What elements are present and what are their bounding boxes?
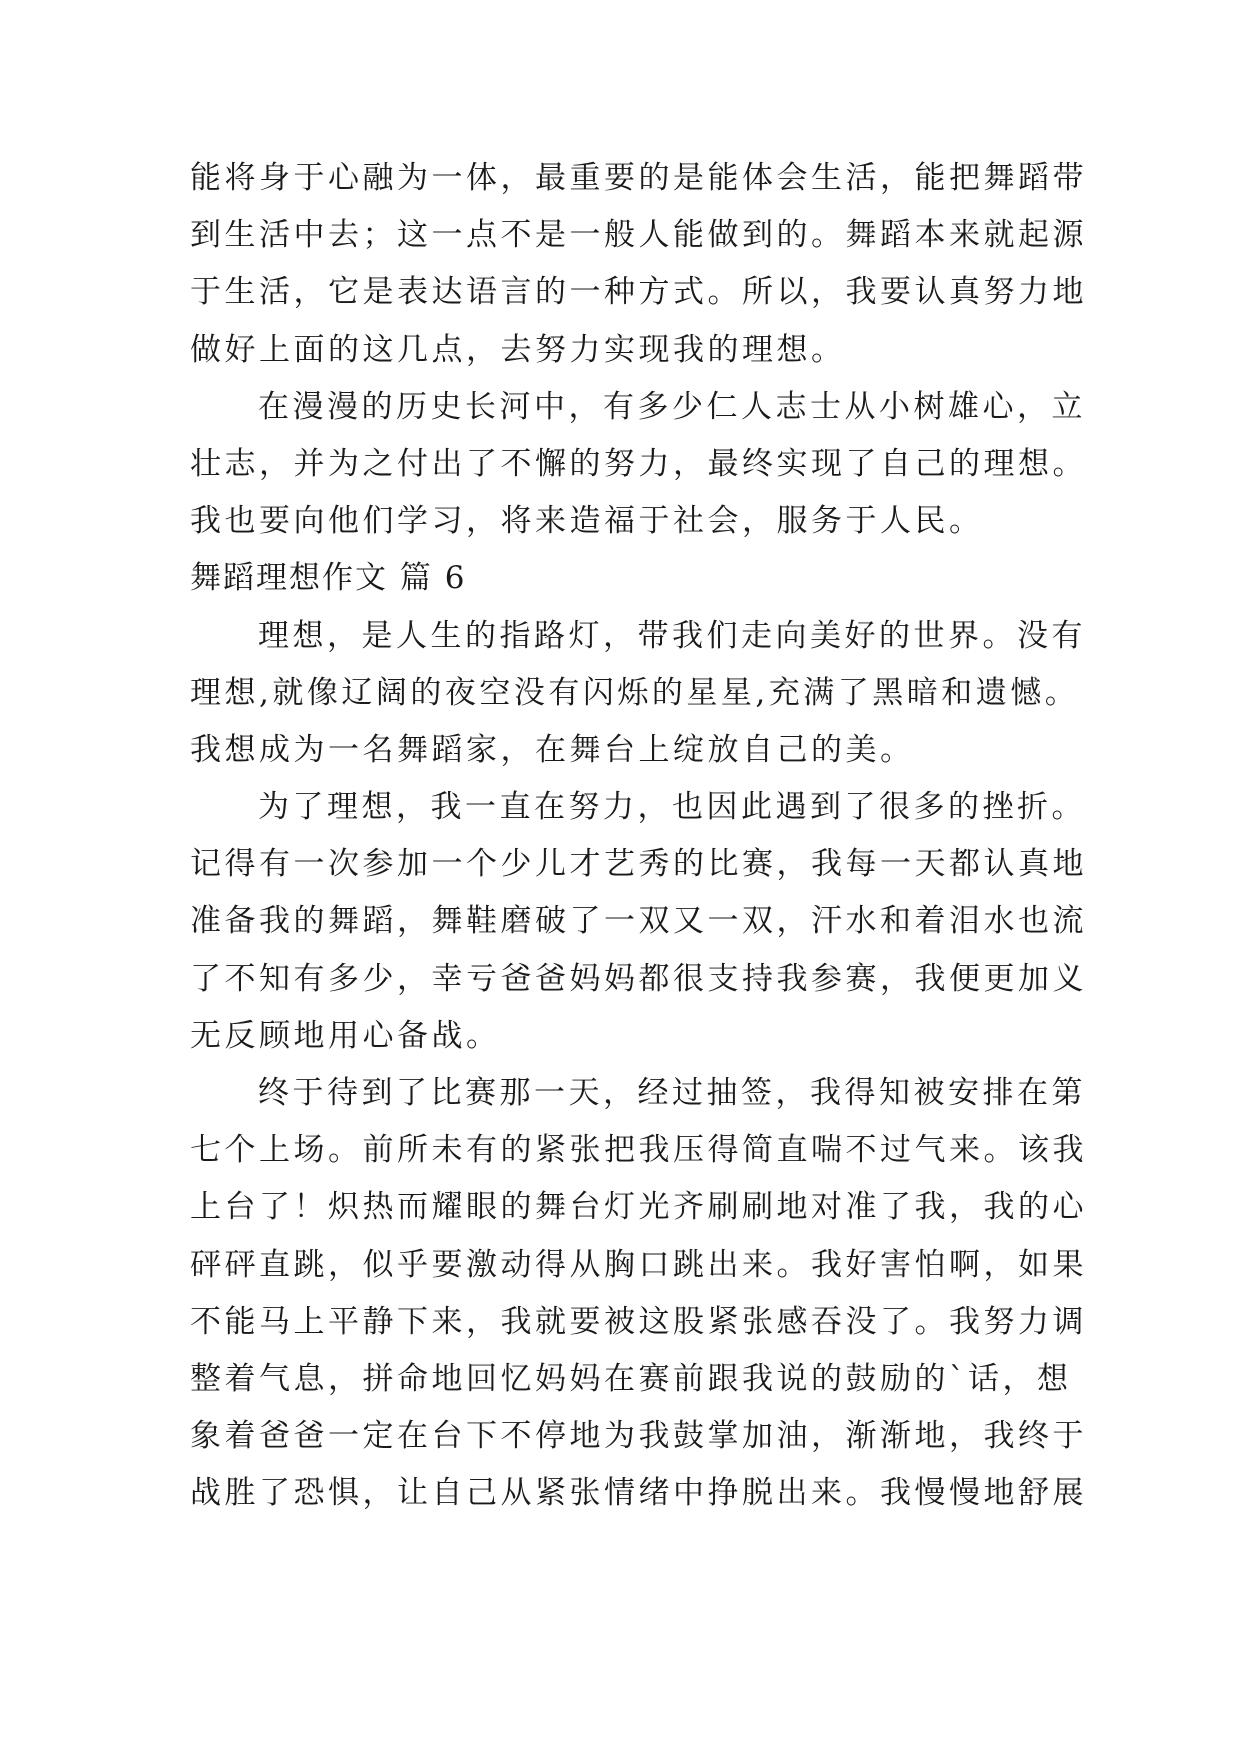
text-line: 战胜了恐惧，让自己从紧张情绪中挣脱出来。我慢慢地舒展 — [190, 1475, 1087, 1512]
text-line: 做好上面的这几点，去努力实现我的理想。 — [190, 331, 846, 368]
section-heading: 舞蹈理想作文 篇 6 — [190, 560, 467, 597]
text-line: 于生活，它是表达语言的一种方式。所以，我要认真努力地 — [190, 274, 1087, 311]
text-line: 砰砰直跳，似乎要激动得从胸口跳出来。我好害怕啊，如果 — [190, 1246, 1087, 1283]
text-line: 上台了！炽热而耀眼的舞台灯光齐刷刷地对准了我，我的心 — [190, 1189, 1087, 1226]
text-line: 壮志，并为之付出了不懈的努力，最终实现了自己的理想。 — [190, 445, 1087, 482]
text-line: 整着气息，拼命地回忆妈妈在赛前跟我说的鼓励的`话，想 — [190, 1360, 1072, 1397]
text-line: 七个上场。前所未有的紧张把我压得简直喘不过气来。该我 — [190, 1132, 1087, 1169]
text-line: 象着爸爸一定在台下不停地为我鼓掌加油，渐渐地，我终于 — [190, 1418, 1087, 1455]
text-line: 到生活中去；这一点不是一般人能做到的。舞蹈本来就起源 — [190, 217, 1087, 254]
text-line: 在漫漫的历史长河中，有多少仁人志士从小树雄心，立 — [258, 388, 1086, 425]
text-line: 终于待到了比赛那一天，经过抽签，我得知被安排在第 — [258, 1075, 1086, 1111]
text-line: 准备我的舞蹈，舞鞋磨破了一双又一双，汗水和着泪水也流 — [190, 903, 1087, 940]
text-line: 记得有一次参加一个少儿才艺秀的比赛，我每一天都认真地 — [190, 846, 1087, 883]
text-line: 理想,就像辽阔的夜空没有闪烁的星星,充满了黑暗和遗憾。 — [190, 674, 1080, 711]
text-line: 理想，是人生的指路灯，带我们走向美好的世界。没有 — [258, 617, 1086, 654]
text-line: 我想成为一名舞蹈家，在舞台上绽放自己的美。 — [190, 731, 915, 768]
text-line: 了不知有多少，幸亏爸爸妈妈都很支持我参赛，我便更加义 — [190, 960, 1087, 997]
text-line: 为了理想，我一直在努力，也因此遇到了很多的挫折。 — [258, 789, 1086, 826]
text-line: 能将身于心融为一体，最重要的是能体会生活，能把舞蹈带 — [190, 160, 1087, 196]
text-line: 不能马上平静下来，我就要被这股紧张感吞没了。我努力调 — [190, 1303, 1087, 1340]
document-body — [190, 150, 1087, 1523]
text-line: 我也要向他们学习，将来造福于社会，服务于人民。 — [190, 503, 984, 540]
text-line: 无反顾地用心备战。 — [190, 1017, 501, 1054]
